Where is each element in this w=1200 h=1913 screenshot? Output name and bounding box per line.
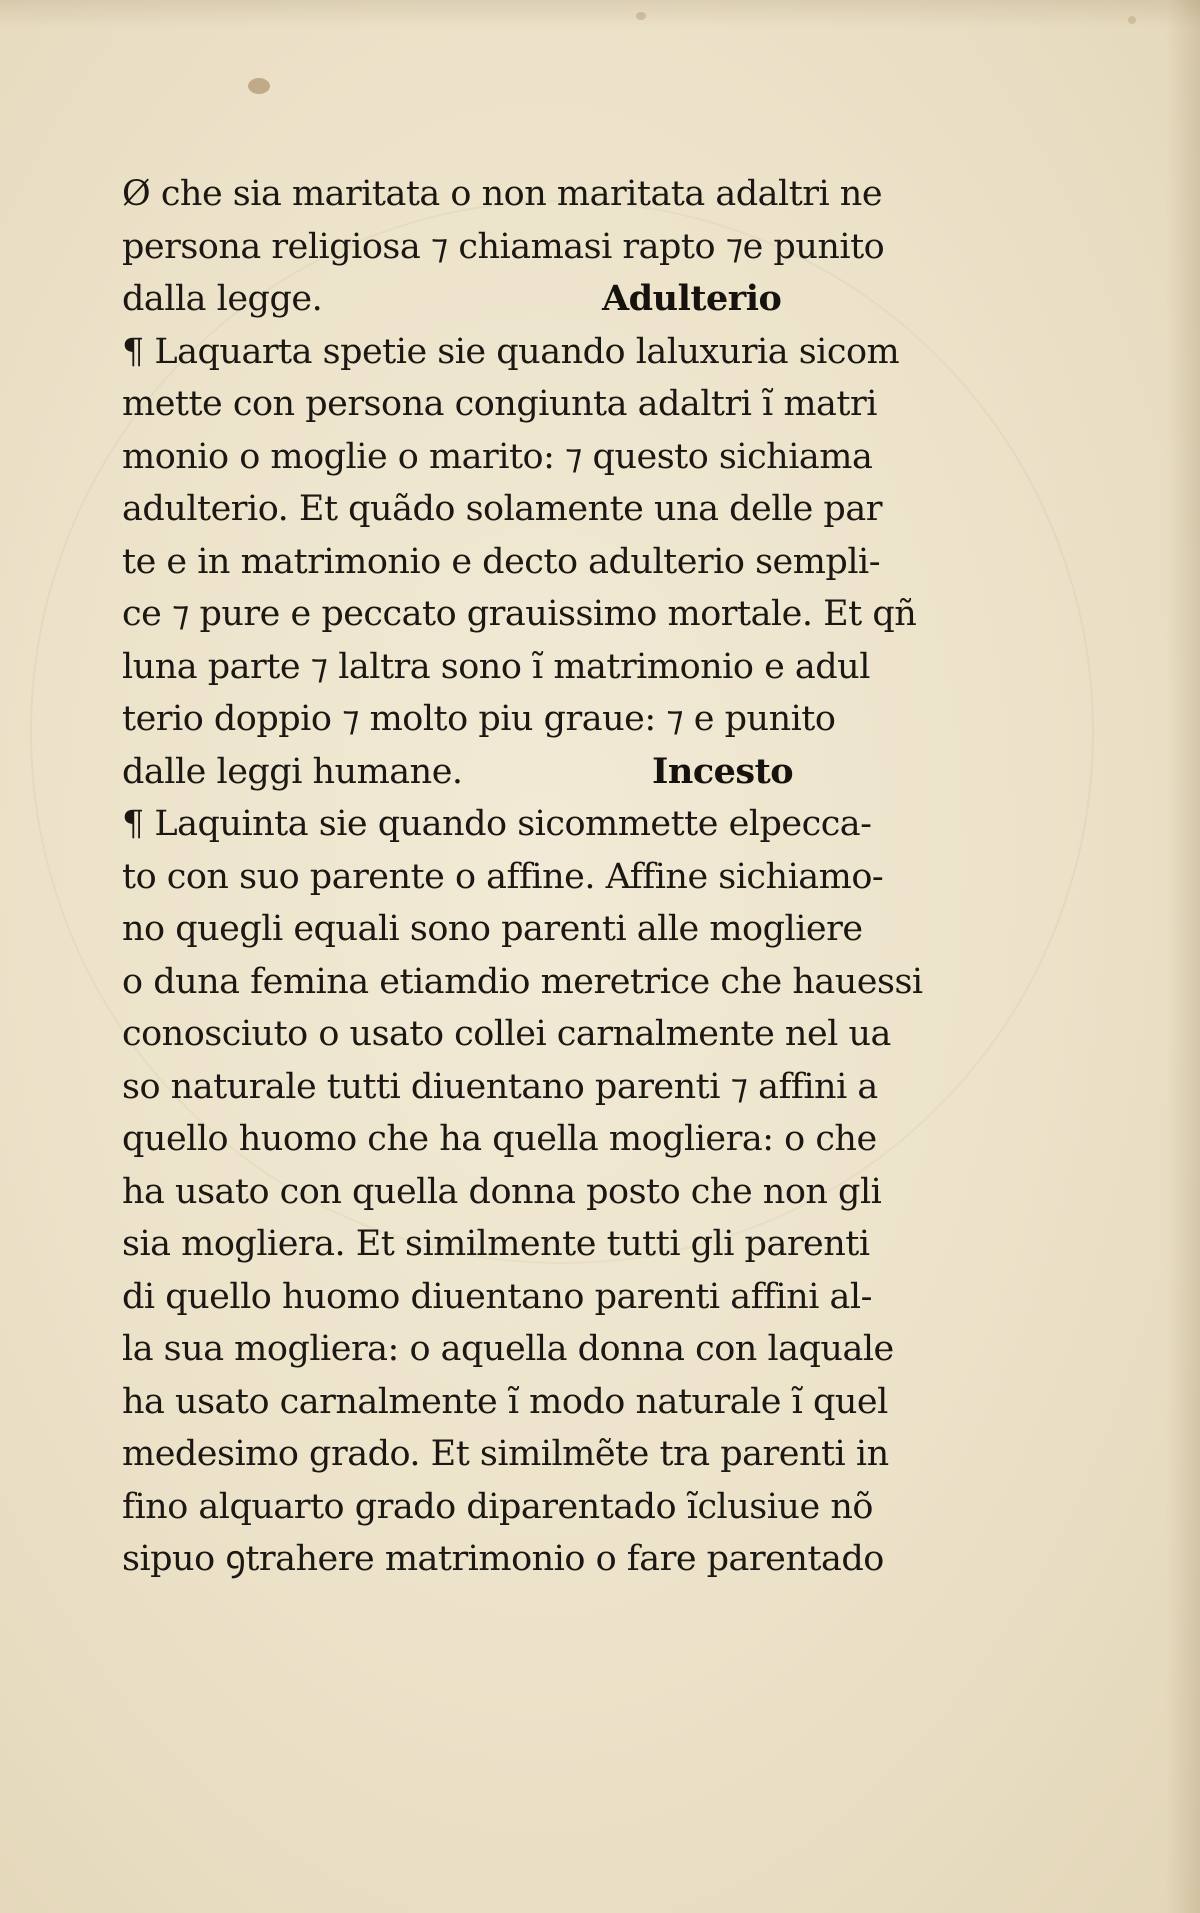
line-text: persona religiosa ⁊ chiamasi rapto ⁊e punito <box>122 226 885 267</box>
text-line <box>122 1376 942 1429</box>
text-line <box>122 798 942 851</box>
line-text: mette con persona congiunta adaltri ĩ matri <box>122 384 877 424</box>
section-heading: Adulterio <box>602 278 782 319</box>
line-text: medesimo grado. Et similmẽte tra parenti in <box>122 1434 889 1474</box>
line-text: luna parte ⁊ laltra sono ĩ matrimonio e adul <box>122 646 870 687</box>
paper-stain <box>1128 16 1136 24</box>
line-text: conosciuto o usato collei carnalmente nel ua <box>122 1014 891 1054</box>
text-line <box>122 1271 942 1324</box>
line-text: sia mogliera. Et similmente tutti gli parenti <box>122 1224 870 1264</box>
line-text: ce ⁊ pure e peccato grauissimo mortale. Et qñ <box>122 594 917 634</box>
line-text: ha usato carnalmente ĩ modo naturale ĩ quel <box>122 1381 888 1422</box>
text-line <box>122 1166 942 1219</box>
text-line <box>122 1323 942 1376</box>
text-line <box>122 588 942 641</box>
text-line <box>122 431 942 484</box>
line-text: fino alquarto grado diparentado ĩclusiue nõ <box>122 1486 873 1527</box>
text-line <box>122 851 942 904</box>
text-line <box>122 956 942 1009</box>
text-line <box>122 273 942 326</box>
text-line <box>122 326 942 379</box>
text-line <box>122 168 942 221</box>
line-text: ha usato con quella donna posto che non gli <box>122 1171 882 1212</box>
text-line <box>122 641 942 694</box>
line-text: no quegli equali sono parenti alle mogliere <box>122 909 863 949</box>
section-heading: Incesto <box>652 750 794 792</box>
text-line <box>122 746 942 799</box>
text-line <box>122 1008 942 1061</box>
text-line <box>122 1428 942 1481</box>
text-line <box>122 693 942 746</box>
line-text: o duna femina etiamdio meretrice che hauessi <box>122 961 923 1002</box>
line-text: quello huomo che ha quella mogliera: o che <box>122 1119 877 1159</box>
text-line <box>122 1061 942 1114</box>
text-line <box>122 483 942 536</box>
line-text: ¶ Laquinta sie quando sicommette elpecca- <box>122 804 872 844</box>
text-line <box>122 378 942 431</box>
text-line <box>122 1113 942 1166</box>
line-text: sipuo ꝯtrahere matrimonio o fare parentado <box>122 1539 884 1579</box>
text-line <box>122 1218 942 1271</box>
text-line <box>122 536 942 589</box>
line-text: terio doppio ⁊ molto piu graue: ⁊ e punito <box>122 699 836 739</box>
line-text: dalla legge. <box>122 279 323 319</box>
page-shadow-right <box>1166 0 1200 1913</box>
text-line <box>122 1533 942 1586</box>
line-text: to con suo parente o affine. Affine sichiamo- <box>122 856 884 897</box>
line-text: di quello huomo diuentano parenti affini al- <box>122 1276 872 1317</box>
line-text: so naturale tutti diuentano parenti ⁊ affini a <box>122 1066 878 1107</box>
text-line <box>122 221 942 274</box>
line-text: te e in matrimonio e decto adulterio sempli- <box>122 541 881 582</box>
text-line <box>122 903 942 956</box>
line-text: adulterio. Et quãdo solamente una delle par <box>122 489 882 529</box>
text-block <box>122 168 942 1586</box>
line-text: dalle leggi humane. <box>122 751 463 792</box>
line-text: la sua mogliera: o aquella donna con laquale <box>122 1329 894 1369</box>
line-text: ¶ Laquarta spetie sie quando laluxuria sicom <box>122 331 900 372</box>
line-text: monio o moglie o marito: ⁊ questo sichiama <box>122 436 873 477</box>
paper-stain <box>248 78 270 94</box>
paper-stain <box>636 12 646 20</box>
line-text: Ø che sia maritata o non maritata adaltri ne <box>122 174 883 214</box>
text-line <box>122 1481 942 1534</box>
page-shadow-top <box>0 0 1200 28</box>
